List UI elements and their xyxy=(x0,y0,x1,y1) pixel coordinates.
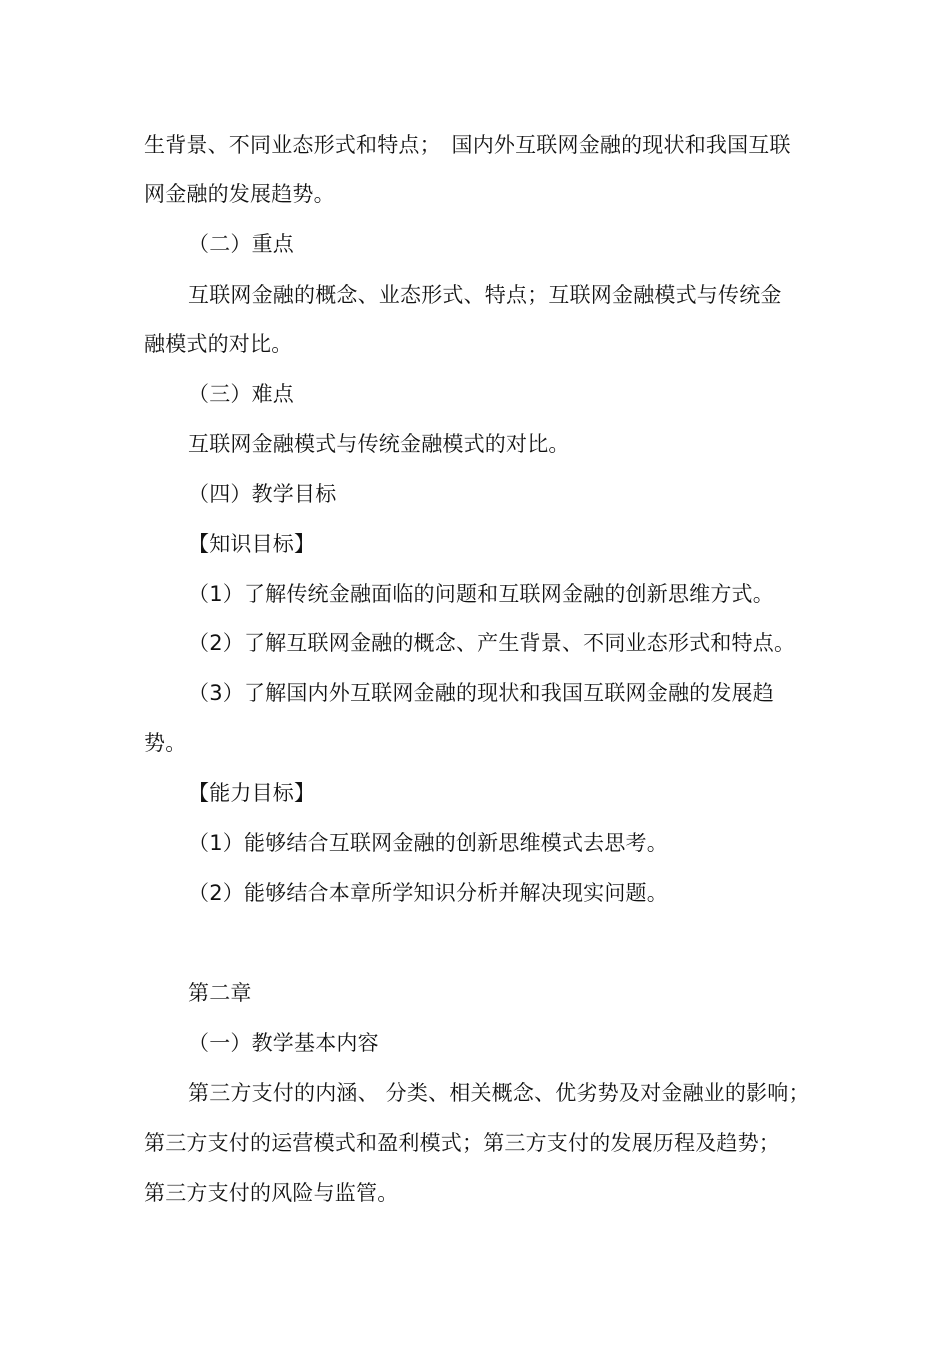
section-heading: （一）教学基本内容 xyxy=(188,1031,379,1055)
paragraph-line: 网金融的发展趋势。 xyxy=(144,182,335,206)
section-heading: （三）难点 xyxy=(188,382,294,406)
list-item: （2）能够结合本章所学知识分析并解决现实问题。 xyxy=(188,881,668,905)
subsection-heading: 【能力目标】 xyxy=(188,781,316,805)
section-heading: （二）重点 xyxy=(188,232,294,256)
paragraph-line: 融模式的对比。 xyxy=(144,332,293,356)
list-item: （3）了解国内外互联网金融的现状和我国互联网金融的发展趋 xyxy=(188,681,774,705)
paragraph-line: 互联网金融的概念、业态形式、特点；互联网金融模式与传统金 xyxy=(188,283,782,307)
paragraph-line: 互联网金融模式与传统金融模式的对比。 xyxy=(188,432,570,456)
paragraph-line: 第三方支付的内涵、 分类、相关概念、优劣势及对金融业的影响； xyxy=(188,1081,810,1105)
list-item-continuation: 势。 xyxy=(144,731,187,755)
chapter-heading: 第二章 xyxy=(188,981,252,1005)
list-item: （1）了解传统金融面临的问题和互联网金融的创新思维方式。 xyxy=(188,582,774,606)
section-heading: （四）教学目标 xyxy=(188,482,337,506)
subsection-heading: 【知识目标】 xyxy=(188,532,316,556)
list-item: （1）能够结合互联网金融的创新思维模式去思考。 xyxy=(188,831,668,855)
paragraph-line: 生背景、不同业态形式和特点； 国内外互联网金融的现状和我国互联 xyxy=(144,133,791,157)
list-item: （2）了解互联网金融的概念、产生背景、不同业态形式和特点。 xyxy=(188,631,796,655)
paragraph-line: 第三方支付的风险与监管。 xyxy=(144,1181,399,1205)
paragraph-line: 第三方支付的运营模式和盈利模式；第三方支付的发展历程及趋势； xyxy=(144,1131,780,1155)
